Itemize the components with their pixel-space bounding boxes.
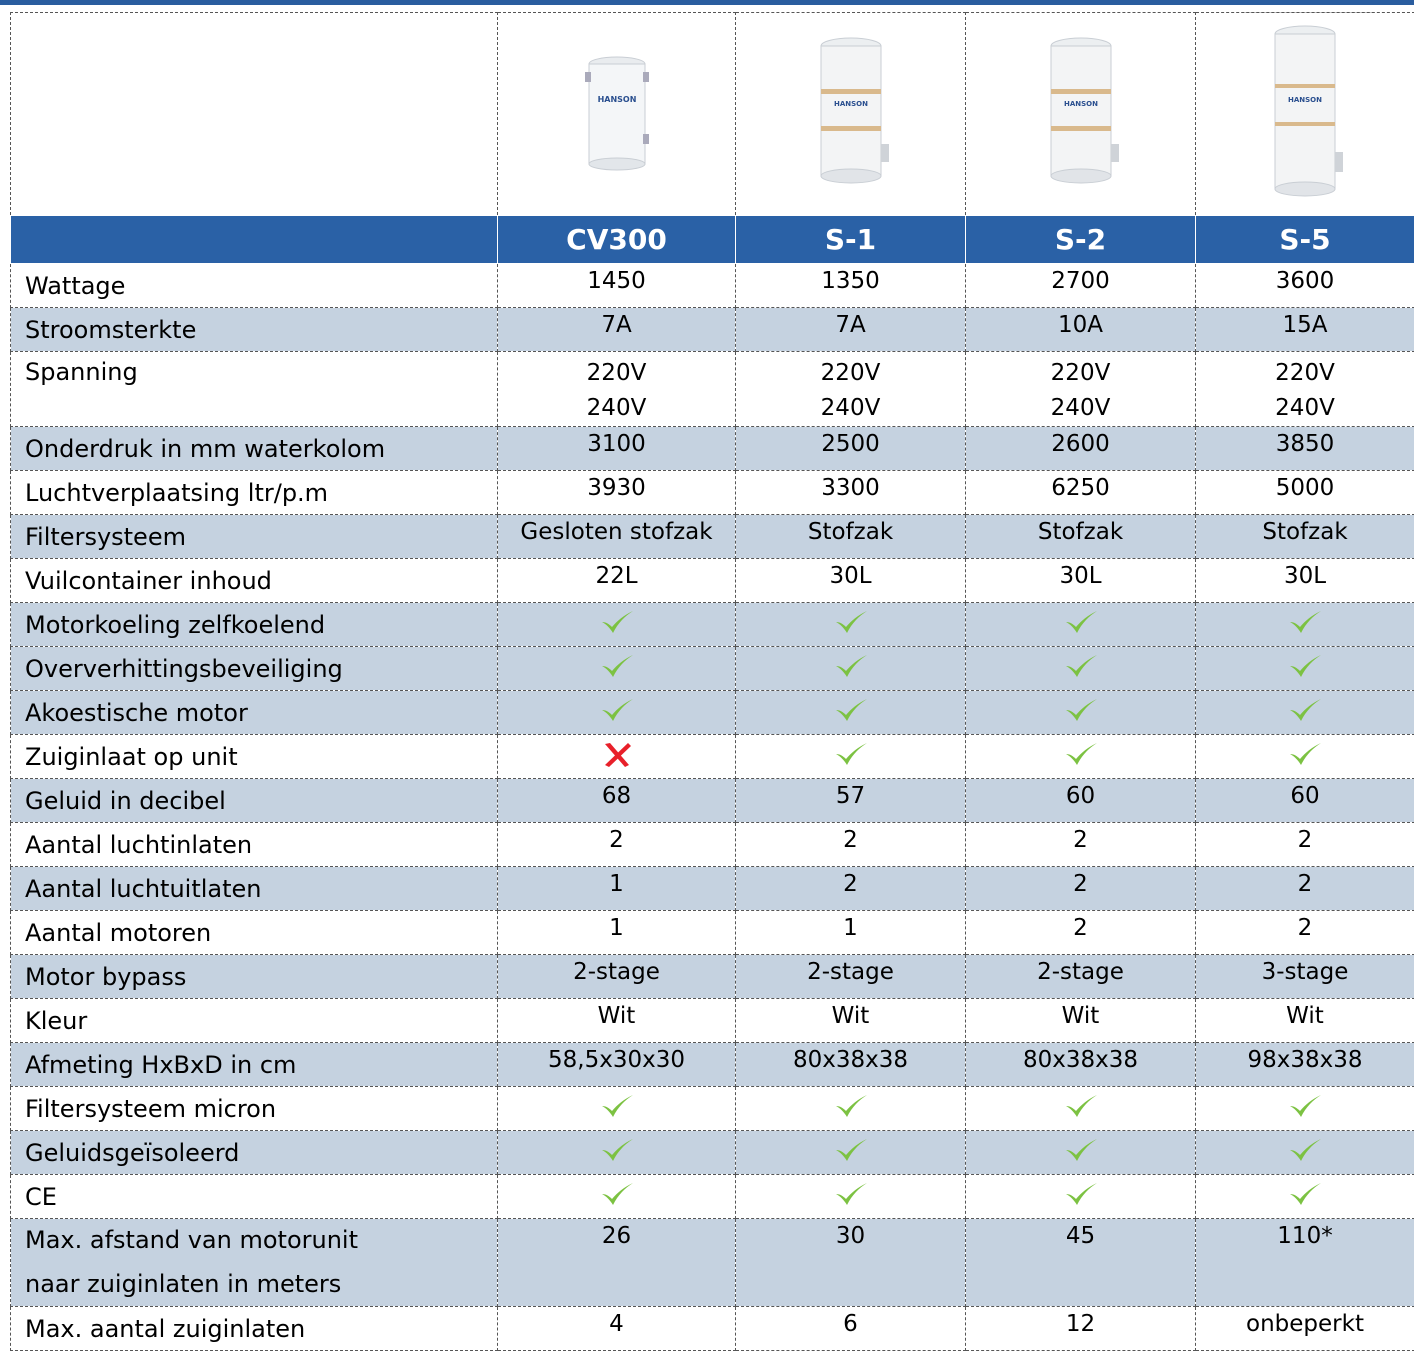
- checkmark-icon: [600, 1181, 634, 1207]
- spec-row: [11, 603, 1414, 647]
- spec-value-s5: Wit: [1196, 999, 1414, 1043]
- spec-label: Filtersysteem micron: [11, 1087, 498, 1131]
- spec-value-s5: [1196, 352, 1414, 427]
- spec-value-s1: 1: [736, 911, 966, 955]
- vacuum-unit-s1-icon: [811, 34, 891, 194]
- spec-label: Oververhittingsbeveiliging: [11, 647, 498, 691]
- checkmark-icon: [834, 741, 868, 767]
- checkmark-icon: [1288, 653, 1322, 679]
- checkmark-icon: [1288, 1137, 1322, 1163]
- spec-value-s1: [736, 735, 966, 779]
- spec-value-line: 220V: [736, 356, 965, 391]
- spec-value-cv300: [498, 1087, 736, 1131]
- spec-value-s1: 7A: [736, 308, 966, 352]
- spec-row: [11, 647, 1414, 691]
- spec-value-s5: 15A: [1196, 308, 1414, 352]
- vacuum-unit-s5-icon: [1265, 22, 1345, 207]
- spec-value-s1: 2-stage: [736, 955, 966, 999]
- spec-label: Aantal luchtinlaten: [11, 823, 498, 867]
- checkmark-icon: [834, 653, 868, 679]
- spec-value-s2: 6250: [966, 471, 1196, 515]
- spec-value-s5: 30L: [1196, 559, 1414, 603]
- checkmark-icon: [1064, 609, 1098, 635]
- checkmark-icon: [834, 1093, 868, 1119]
- spec-value-s2: 2: [966, 867, 1196, 911]
- spec-value-line: 240V: [966, 391, 1195, 426]
- spec-value-s5: [1196, 1087, 1414, 1131]
- model-name-s5: S-5: [1196, 216, 1414, 264]
- cross-icon: [602, 741, 632, 769]
- spec-value-cv300: 68: [498, 779, 736, 823]
- spec-value-s2: [966, 603, 1196, 647]
- spec-value-s5: onbeperkt: [1196, 1307, 1414, 1351]
- spec-label: Motorkoeling zelfkoelend: [11, 603, 498, 647]
- spec-label: [11, 1219, 498, 1307]
- spec-value-cv300: [498, 603, 736, 647]
- model-header-row: [11, 216, 1414, 264]
- spec-value-s1: 1350: [736, 264, 966, 308]
- image-cell-s2: [966, 13, 1196, 216]
- spec-row: [11, 867, 1414, 911]
- spec-row: [11, 911, 1414, 955]
- checkmark-icon: [1288, 1181, 1322, 1207]
- spec-value-cv300: [498, 1175, 736, 1219]
- spec-value-s2: 2: [966, 823, 1196, 867]
- spec-label: Vuilcontainer inhoud: [11, 559, 498, 603]
- spec-value-cv300: 7A: [498, 308, 736, 352]
- spec-label: CE: [11, 1175, 498, 1219]
- spec-value-s5: [1196, 1131, 1414, 1175]
- checkmark-icon: [1064, 741, 1098, 767]
- spec-value-s5: 2: [1196, 867, 1414, 911]
- model-name-s2: S-2: [966, 216, 1196, 264]
- spec-row: [11, 735, 1414, 779]
- spec-label: Stroomsterkte: [11, 308, 498, 352]
- spec-value-s2: 12: [966, 1307, 1196, 1351]
- model-name-cv300: CV300: [498, 216, 736, 264]
- spec-row: [11, 955, 1414, 999]
- spec-value-cv300: 26: [498, 1219, 736, 1307]
- comparison-table: [10, 12, 1414, 1351]
- checkmark-icon: [1288, 741, 1322, 767]
- spec-value-s2: [966, 691, 1196, 735]
- spec-value-line: 240V: [498, 391, 735, 426]
- checkmark-icon: [1288, 1093, 1322, 1119]
- spec-value-cv300: [498, 352, 736, 427]
- svg-text:HANSON: HANSON: [597, 95, 636, 104]
- spec-value-s5: Stofzak: [1196, 515, 1414, 559]
- spec-row: [11, 1219, 1414, 1307]
- svg-text:HANSON: HANSON: [834, 100, 868, 108]
- svg-text:HANSON: HANSON: [1288, 96, 1322, 104]
- spec-row: [11, 823, 1414, 867]
- spec-value-cv300: Wit: [498, 999, 736, 1043]
- spec-value-s1: [736, 352, 966, 427]
- spec-label: Kleur: [11, 999, 498, 1043]
- checkmark-icon: [1064, 1093, 1098, 1119]
- spec-row: [11, 559, 1414, 603]
- spec-value-line: 220V: [966, 356, 1195, 391]
- spec-value-cv300: 1: [498, 867, 736, 911]
- spec-value-s1: 2500: [736, 427, 966, 471]
- spec-value-s5: 2: [1196, 823, 1414, 867]
- spec-value-s1: 80x38x38: [736, 1043, 966, 1087]
- image-row: [11, 13, 1414, 216]
- spec-label: Geluid in decibel: [11, 779, 498, 823]
- checkmark-icon: [600, 1093, 634, 1119]
- checkmark-icon: [600, 653, 634, 679]
- spec-value-s5: [1196, 1175, 1414, 1219]
- spec-row: [11, 1307, 1414, 1351]
- spec-value-cv300: 1450: [498, 264, 736, 308]
- checkmark-icon: [1064, 653, 1098, 679]
- spec-label: Spanning: [11, 352, 498, 427]
- spec-value-s2: [966, 1175, 1196, 1219]
- vacuum-unit-s2-icon: [1041, 34, 1121, 194]
- spec-value-s1: [736, 647, 966, 691]
- spec-value-s5: [1196, 603, 1414, 647]
- spec-value-s2: [966, 735, 1196, 779]
- checkmark-icon: [834, 1137, 868, 1163]
- spec-value-s1: 30: [736, 1219, 966, 1307]
- spec-label: Max. aantal zuiginlaten: [11, 1307, 498, 1351]
- spec-value-s1: [736, 603, 966, 647]
- checkmark-icon: [834, 1181, 868, 1207]
- checkmark-icon: [1064, 1137, 1098, 1163]
- spec-row: [11, 999, 1414, 1043]
- spec-value-s2: 2700: [966, 264, 1196, 308]
- checkmark-icon: [1288, 609, 1322, 635]
- spec-value-s5: [1196, 691, 1414, 735]
- spec-value-cv300: 22L: [498, 559, 736, 603]
- spec-value-line: 240V: [1196, 391, 1414, 426]
- checkmark-icon: [834, 697, 868, 723]
- spec-value-s1: [736, 1087, 966, 1131]
- spec-value-s1: Wit: [736, 999, 966, 1043]
- spec-value-s1: [736, 1131, 966, 1175]
- spec-value-s2: 2: [966, 911, 1196, 955]
- spec-value-s1: 2: [736, 867, 966, 911]
- svg-text:HANSON: HANSON: [1064, 100, 1098, 108]
- spec-value-s5: 98x38x38: [1196, 1043, 1414, 1087]
- spec-value-s2: 2600: [966, 427, 1196, 471]
- spec-label-line: Max. afstand van motorunit: [25, 1223, 497, 1258]
- spec-value-cv300: [498, 735, 736, 779]
- spec-label: Aantal luchtuitlaten: [11, 867, 498, 911]
- spec-value-cv300: 2-stage: [498, 955, 736, 999]
- spec-label-line: naar zuiginlaten in meters: [25, 1267, 497, 1302]
- spec-row: [11, 515, 1414, 559]
- spec-label: Motor bypass: [11, 955, 498, 999]
- image-corner-cell: [11, 13, 498, 216]
- spec-value-s1: 6: [736, 1307, 966, 1351]
- spec-value-s5: 110*: [1196, 1219, 1414, 1307]
- spec-row: [11, 1043, 1414, 1087]
- spec-value-s1: 2: [736, 823, 966, 867]
- spec-value-s2: 60: [966, 779, 1196, 823]
- spec-value-cv300: Gesloten stofzak: [498, 515, 736, 559]
- spec-value-s2: [966, 352, 1196, 427]
- spec-label: Filtersysteem: [11, 515, 498, 559]
- image-cell-s5: [1196, 13, 1414, 216]
- checkmark-icon: [1064, 697, 1098, 723]
- spec-label: Geluidsgeïsoleerd: [11, 1131, 498, 1175]
- spec-value-s1: [736, 691, 966, 735]
- spec-value-s2: [966, 1131, 1196, 1175]
- checkmark-icon: [600, 609, 634, 635]
- image-cell-s1: [736, 13, 966, 216]
- spec-row: [11, 779, 1414, 823]
- spec-value-cv300: 2: [498, 823, 736, 867]
- checkmark-icon: [600, 697, 634, 723]
- spec-value-cv300: [498, 647, 736, 691]
- spec-row: [11, 471, 1414, 515]
- spec-value-s2: 45: [966, 1219, 1196, 1307]
- spec-value-s1: 3300: [736, 471, 966, 515]
- spec-value-s5: 3850: [1196, 427, 1414, 471]
- spec-value-line: 220V: [1196, 356, 1414, 391]
- spec-label: Onderdruk in mm waterkolom: [11, 427, 498, 471]
- spec-value-cv300: [498, 1131, 736, 1175]
- spec-value-s2: Wit: [966, 999, 1196, 1043]
- spec-value-s5: 2: [1196, 911, 1414, 955]
- spec-value-cv300: [498, 691, 736, 735]
- spec-row: [11, 308, 1414, 352]
- spec-value-cv300: 3100: [498, 427, 736, 471]
- spec-value-line: 240V: [736, 391, 965, 426]
- spec-row: [11, 427, 1414, 471]
- spec-value-s2: [966, 1087, 1196, 1131]
- spec-row: [11, 691, 1414, 735]
- spec-value-s1: Stofzak: [736, 515, 966, 559]
- spec-value-s1: 30L: [736, 559, 966, 603]
- spec-row: [11, 1087, 1414, 1131]
- spec-value-s2: 80x38x38: [966, 1043, 1196, 1087]
- spec-row: [11, 1175, 1414, 1219]
- checkmark-icon: [600, 1137, 634, 1163]
- spec-value-s5: [1196, 735, 1414, 779]
- header-corner-cell: [11, 216, 498, 264]
- spec-value-s2: 30L: [966, 559, 1196, 603]
- spec-label: Aantal motoren: [11, 911, 498, 955]
- spec-value-s5: 5000: [1196, 471, 1414, 515]
- spec-value-s5: 60: [1196, 779, 1414, 823]
- spec-value-s2: [966, 647, 1196, 691]
- spec-label: Afmeting HxBxD in cm: [11, 1043, 498, 1087]
- spec-value-s2: Stofzak: [966, 515, 1196, 559]
- spec-value-cv300: 4: [498, 1307, 736, 1351]
- spec-value-s5: 3-stage: [1196, 955, 1414, 999]
- spec-value-s2: 2-stage: [966, 955, 1196, 999]
- spec-value-s2: 10A: [966, 308, 1196, 352]
- vacuum-unit-cv300-icon: [582, 54, 652, 174]
- model-name-s1: S-1: [736, 216, 966, 264]
- checkmark-icon: [1064, 1181, 1098, 1207]
- spec-value-s5: 3600: [1196, 264, 1414, 308]
- spec-row: [11, 352, 1414, 427]
- spec-value-s1: [736, 1175, 966, 1219]
- top-accent-bar: [0, 0, 1414, 5]
- spec-value-s5: [1196, 647, 1414, 691]
- checkmark-icon: [834, 609, 868, 635]
- spec-value-cv300: 1: [498, 911, 736, 955]
- spec-label: Luchtverplaatsing ltr/p.m: [11, 471, 498, 515]
- checkmark-icon: [1288, 697, 1322, 723]
- spec-value-s1: 57: [736, 779, 966, 823]
- image-cell-cv300: [498, 13, 736, 216]
- spec-label: Zuiginlaat op unit: [11, 735, 498, 779]
- spec-label: Akoestische motor: [11, 691, 498, 735]
- spec-value-cv300: 3930: [498, 471, 736, 515]
- spec-value-line: 220V: [498, 356, 735, 391]
- spec-row: [11, 264, 1414, 308]
- spec-value-cv300: 58,5x30x30: [498, 1043, 736, 1087]
- spec-label: Wattage: [11, 264, 498, 308]
- spec-row: [11, 1131, 1414, 1175]
